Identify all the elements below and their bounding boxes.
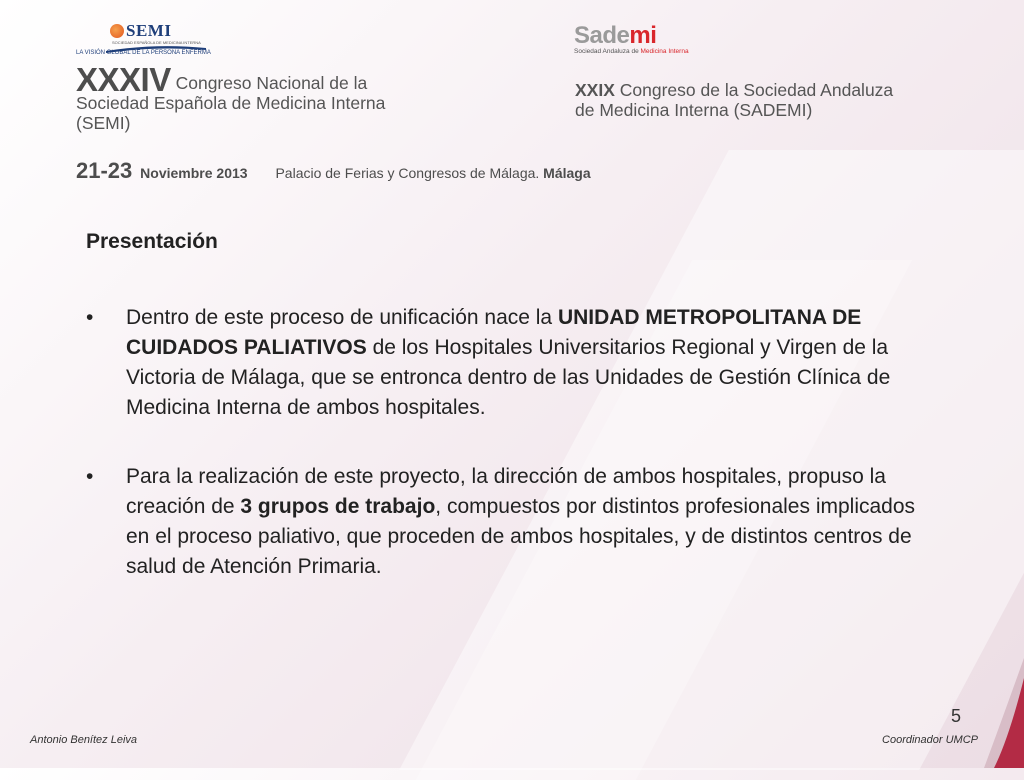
footer-role: Coordinador UMCP [882, 734, 978, 746]
sademi-logo [574, 22, 734, 58]
semi-title-line1: Congreso Nacional de la [175, 73, 368, 93]
congress-dates: 21-23 [76, 158, 133, 183]
bullet1-text-pre: Dentro de este proceso de unificación nace la [126, 306, 558, 329]
sademi-title-line1: Congreso de la Sociedad Andaluza [619, 80, 894, 100]
sademi-name-part2: mi [629, 22, 657, 49]
bullet-item-2 [86, 462, 926, 582]
semi-logo-tagline: LA VISIÓN GLOBAL DE LA PERSONA ENFERMA [76, 50, 211, 56]
congress-city: Málaga [543, 165, 591, 181]
semi-logo-mark-icon [110, 24, 124, 38]
bullet2-text-post: , compuestos por distintos profesionales implicados en el proceso paliativo, que proceden de ambos hospitales, y de distintos centros de salud de Atención Primaria. [126, 495, 916, 578]
footer-author: Antonio Benítez Leiva [30, 734, 138, 746]
semi-logo [76, 20, 216, 58]
sademi-congress-number: XXIX [575, 80, 615, 100]
bullet2-text-pre: Para la realización de este proyecto, la dirección de ambos hospitales, propuso la creación de [126, 465, 886, 518]
bullet-list [86, 303, 926, 621]
sademi-subtitle-part2: Medicina Interna [640, 48, 689, 55]
sademi-title-line2: de Medicina Interna (SADEMI) [575, 100, 813, 120]
corner-decoration [964, 658, 1024, 768]
sademi-congress-title [575, 80, 893, 120]
congress-date-venue [76, 158, 591, 184]
sademi-name-part1: Sade [574, 22, 630, 49]
bullet1-text-bold: UNIDAD METROPOLITANA DE CUIDADOS PALIATIVOS [126, 306, 862, 359]
section-title: Presentación [86, 230, 218, 253]
sademi-subtitle-part1: Sociedad Andaluza de [574, 48, 641, 55]
semi-logo-name: SEMI [126, 21, 172, 40]
sademi-logo-subtitle [574, 48, 689, 55]
semi-congress-number: XXXIV [76, 61, 171, 98]
semi-congress-title [76, 61, 386, 133]
sademi-logo-name [574, 22, 656, 50]
semi-logo-small-text: SOCIEDAD ESPAÑOLA DE MEDICINA INTERNA [112, 40, 201, 45]
page-number: 5 [951, 706, 962, 726]
semi-title-line3: (SEMI) [76, 113, 131, 133]
bullet2-text-bold: 3 grupos de trabajo [240, 495, 436, 518]
semi-title-line2: Sociedad Española de Medicina Interna [76, 93, 386, 113]
congress-venue: Palacio de Ferias y Congresos de Málaga. [275, 165, 540, 181]
bullet1-text-post: de los Hospitales Universitarios Regional y Virgen de la Victoria de Málaga, que se entronca dentro de las Unidades de Gestión Clínica de Medicina Interna de ambos hospitales. [126, 336, 891, 419]
congress-month: Noviembre 2013 [140, 165, 248, 181]
bullet-item-1 [86, 303, 926, 423]
